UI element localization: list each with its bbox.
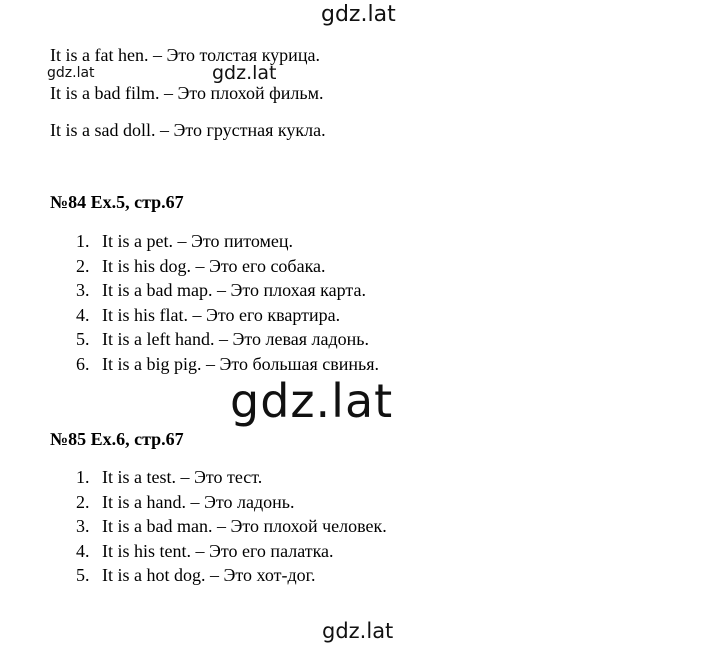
- item-number: 5.: [76, 565, 90, 585]
- watermark-big: gdz.lat: [230, 374, 394, 428]
- item-text: It is a left hand. – Это левая ладонь.: [102, 329, 369, 349]
- item-text: It is a bad man. – Это плохой человек.: [102, 516, 387, 536]
- list-item: [76, 330, 379, 355]
- item-text: It is his tent. – Это его палатка.: [102, 540, 334, 561]
- watermark-mid: gdz.lat: [212, 62, 277, 84]
- list-item: [76, 566, 387, 591]
- exercise-list-84: [76, 232, 379, 379]
- item-text: It is a test. – Это тест.: [102, 467, 263, 487]
- item-number: 2.: [76, 491, 90, 512]
- list-item: [76, 232, 379, 257]
- item-text: It is his dog. – Это его собака.: [102, 255, 326, 276]
- list-item: [76, 306, 379, 331]
- list-item: [76, 468, 387, 493]
- item-number: 4.: [76, 540, 90, 561]
- item-number: 6.: [76, 353, 90, 374]
- watermark-top: gdz.lat: [321, 2, 396, 27]
- watermark-small: gdz.lat: [47, 65, 95, 81]
- item-text: It is a bad map. – Это плохая карта.: [102, 280, 366, 300]
- list-item: [76, 257, 379, 282]
- section-heading-84: №84 Ex.5, стр.67: [50, 192, 184, 212]
- list-item: [76, 493, 387, 518]
- item-text: It is a big pig. – Это большая свинья.: [102, 353, 379, 374]
- item-number: 2.: [76, 255, 90, 276]
- intro-line-3: It is a sad doll. – Это грустная кукла.: [50, 120, 326, 140]
- item-number: 4.: [76, 304, 90, 325]
- item-number: 1.: [76, 231, 90, 251]
- item-text: It is a hot dog. – Это хот-дог.: [102, 565, 316, 585]
- item-number: 5.: [76, 329, 90, 349]
- section-heading-85: №85 Ex.6, стр.67: [50, 429, 184, 449]
- exercise-list-85: [76, 468, 387, 591]
- item-text: It is a hand. – Это ладонь.: [102, 491, 295, 512]
- intro-line-2: It is a bad film. – Это плохой фильм.: [50, 83, 324, 103]
- intro-line-1: It is a fat hen. – Это толстая курица.: [50, 45, 320, 65]
- item-number: 3.: [76, 516, 90, 536]
- item-text: It is a pet. – Это питомец.: [102, 231, 294, 251]
- item-number: 1.: [76, 467, 90, 487]
- list-item: [76, 281, 379, 306]
- watermark-bottom: gdz.lat: [322, 619, 394, 643]
- list-item: [76, 517, 387, 542]
- item-number: 3.: [76, 280, 90, 300]
- list-item: [76, 542, 387, 567]
- item-text: It is his flat. – Это его квартира.: [102, 304, 341, 325]
